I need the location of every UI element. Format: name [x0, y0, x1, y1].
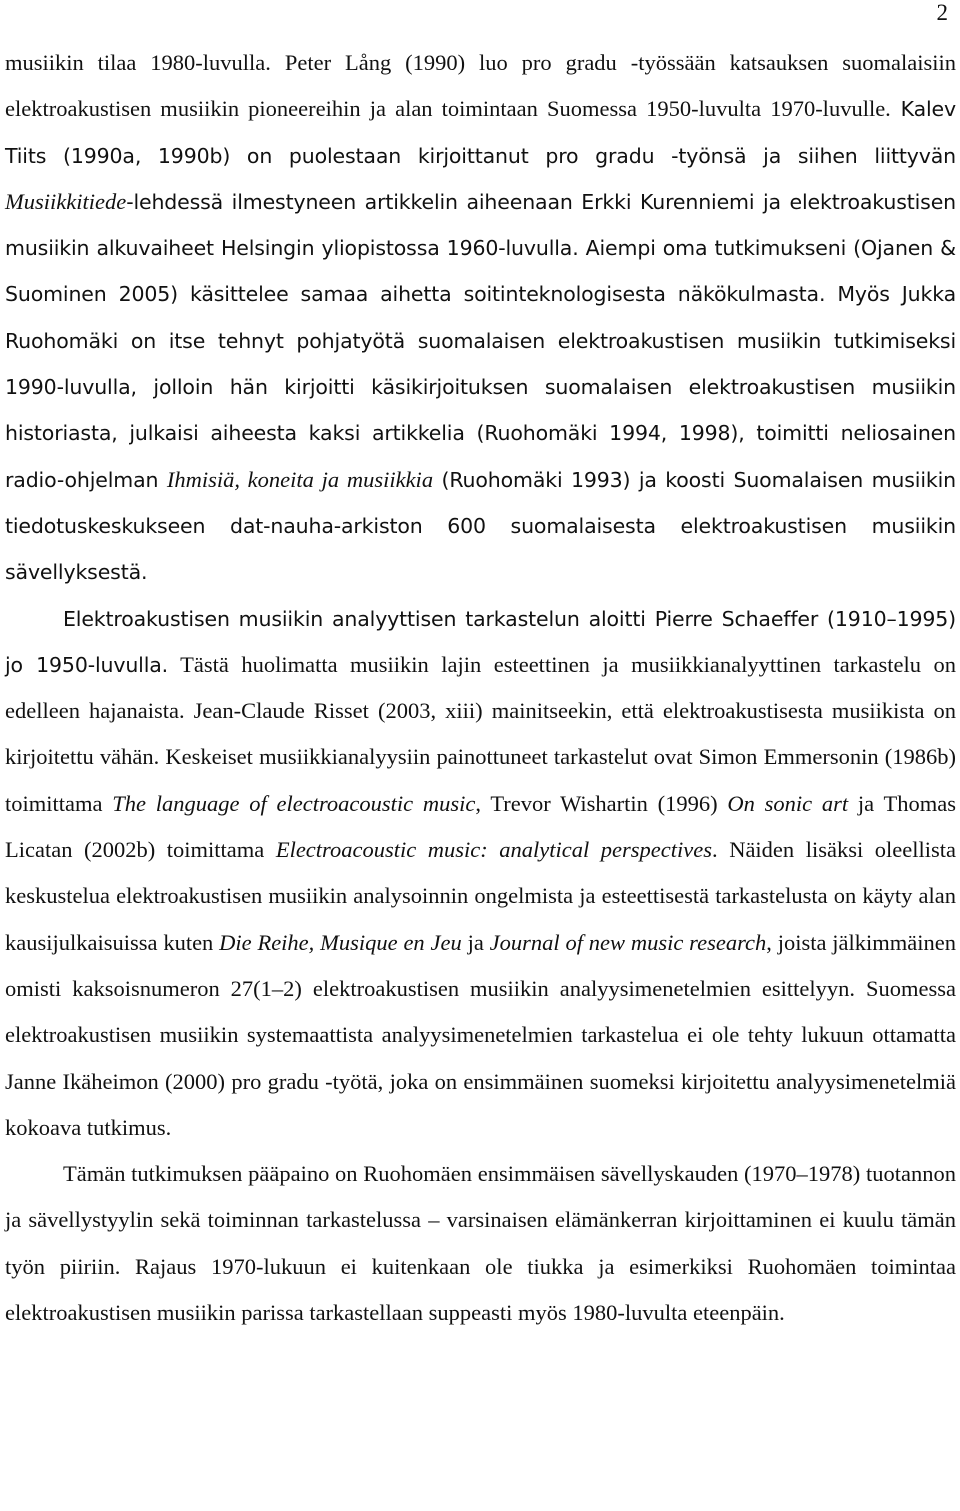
- journal-title-musiikkitiede: Musiikkitiede: [5, 188, 127, 214]
- book-title-on-sonic-art: On sonic art: [727, 790, 849, 816]
- journal-title-new-music-research: Journal of new music research: [489, 929, 767, 955]
- radio-program-title: Ihmisiä, koneita ja musiikkia: [166, 466, 434, 492]
- paragraph-3-sentence-1: Tämän tutkimuksen pääpaino on Ruohomäen ensimmäisen sävellyskauden (1970–1978) tuotannon ja sävellystyylin sekä toiminnan tarkastelussa – varsinaisen elämänkerran kirjoittaminen ei kuulu tämän työn piiriin.: [5, 1161, 956, 1279]
- paragraph-2-sentence-2: Tästä huolimatta musiikin lajin esteettinen ja musiikkianalyyttinen tarkastelu on edelleen hajanaista. Jean-Claude Risset (2003, xiii) mainitseekin, että elektroakustisesta musiikista on kirjoitettu vähän.: [5, 651, 956, 770]
- paragraph-2-sentence-3: Keskeiset musiikkianalyysiin painottuneet tarkastelut ovat Simon Emmersonin (1986b) toimittama: [5, 744, 956, 816]
- paragraph-3: [5, 1151, 956, 1336]
- paragraph-2-sentence-4b: ja: [461, 929, 490, 955]
- paragraph-2-sentence-1: Elektroakustisen musiikin analyyttisen tarkastelun aloitti Pierre Schaeffer (1910–1995) jo 1950-luvulla.: [5, 606, 956, 677]
- paragraph-1-sentence-3: Myös Jukka Ruohomäki on itse tehnyt pohjatyötä suomalaisen elektroakustisen musiikin tutkimiseksi 1990-luvulla, jolloin hän kirjoitti käsikirjoituksen suomalaisen elektroakustisen musiikin historiasta, julkaisi aiheesta kaksi artikkelia (Ruohomäki 1994, 1998), toimitti neliosainen radio-ohjelman: [5, 282, 956, 492]
- paragraph-1: [5, 40, 956, 596]
- paragraph-2-sentence-3d: .: [712, 837, 718, 863]
- paragraph-1-sentence-3-cont: (Ruohomäki 1993) ja koosti Suomalaisen musiikin tiedotuskeskukseen dat-nauha-arkiston 600 suomalaisesta elektroakustisen musiikin sävellyksestä.: [5, 467, 956, 585]
- paragraph-1-sentence-2: Kalev Tiits (1990a, 1990b) on puolestaan kirjoittanut pro gradu -työnsä ja siihen liittyvän: [5, 97, 956, 168]
- paragraph-1-sentence-1: musiikin tilaa 1980-luvulla. Peter Lång (1990) luo pro gradu -työssään katsauksen suomalaisiin elektroakustisen musiikin pioneereihin ja alan toimintaan Suomessa 1950-luvulta 1970-luvulle.: [5, 50, 956, 122]
- book-title-language-electroacoustic: The language of electroacoustic music: [112, 790, 476, 816]
- book-title-analytical-perspectives: Electroacoustic music: analytical perspectives: [275, 837, 713, 863]
- paragraph-3-sentence-2: Rajaus 1970-lukuun ei kuitenkaan ole tiukka ja esimerkiksi Ruohomäen toimintaa elektroakustisen musiikin parissa tarkastellaan suppeasti myös 1980-luvulta eteenpäin.: [5, 1253, 957, 1326]
- paragraph-2-sentence-4: Näiden lisäksi oleellista keskustelua elektroakustisen musiikin analysoinnin ongelmista ja esteettisestä tarkastelusta on käyty alan kausijulkaisuissa kuten: [5, 837, 956, 955]
- page-number: 2: [936, 0, 948, 25]
- paragraph-2-sentence-3b: , Trevor Wishartin (1996): [475, 790, 728, 816]
- document-body: [5, 40, 956, 1336]
- paragraph-2-sentence-3c: ja Thomas Licatan (2002b) toimittama: [5, 790, 956, 863]
- paragraph-2: [5, 596, 956, 1152]
- paragraph-2-sentence-4c: , joista jälkimmäinen omisti kaksoisnumeron 27(1–2) elektroakustisen musiikin analyysimenetelmien esittelyyn. Suomessa elektroakustisen musiikin systemaattista analyysimenetelmien tarkastelua ei ole tehty lukuun ottamatta Janne Ikäheimon (2000) pro gradu -työtä, joka on ensimmäinen suomeksi kirjoitettu analyysimenetelmiä kokoava tutkimus.: [5, 929, 956, 1140]
- paragraph-1-sentence-2-cont: -lehdessä ilmestyneen artikkelin aiheenaan Erkki Kurenniemi ja elektroakustisen musiikin alkuvaiheet Helsingin yliopistossa 1960-luvulla. Aiempi oma tutkimukseni (Ojanen & Suominen 2005) käsittelee samaa aihetta soitinteknologisesta näkökulmasta.: [5, 189, 956, 307]
- journal-titles-reihe-musique: Die Reihe, Musique en Jeu: [219, 929, 462, 955]
